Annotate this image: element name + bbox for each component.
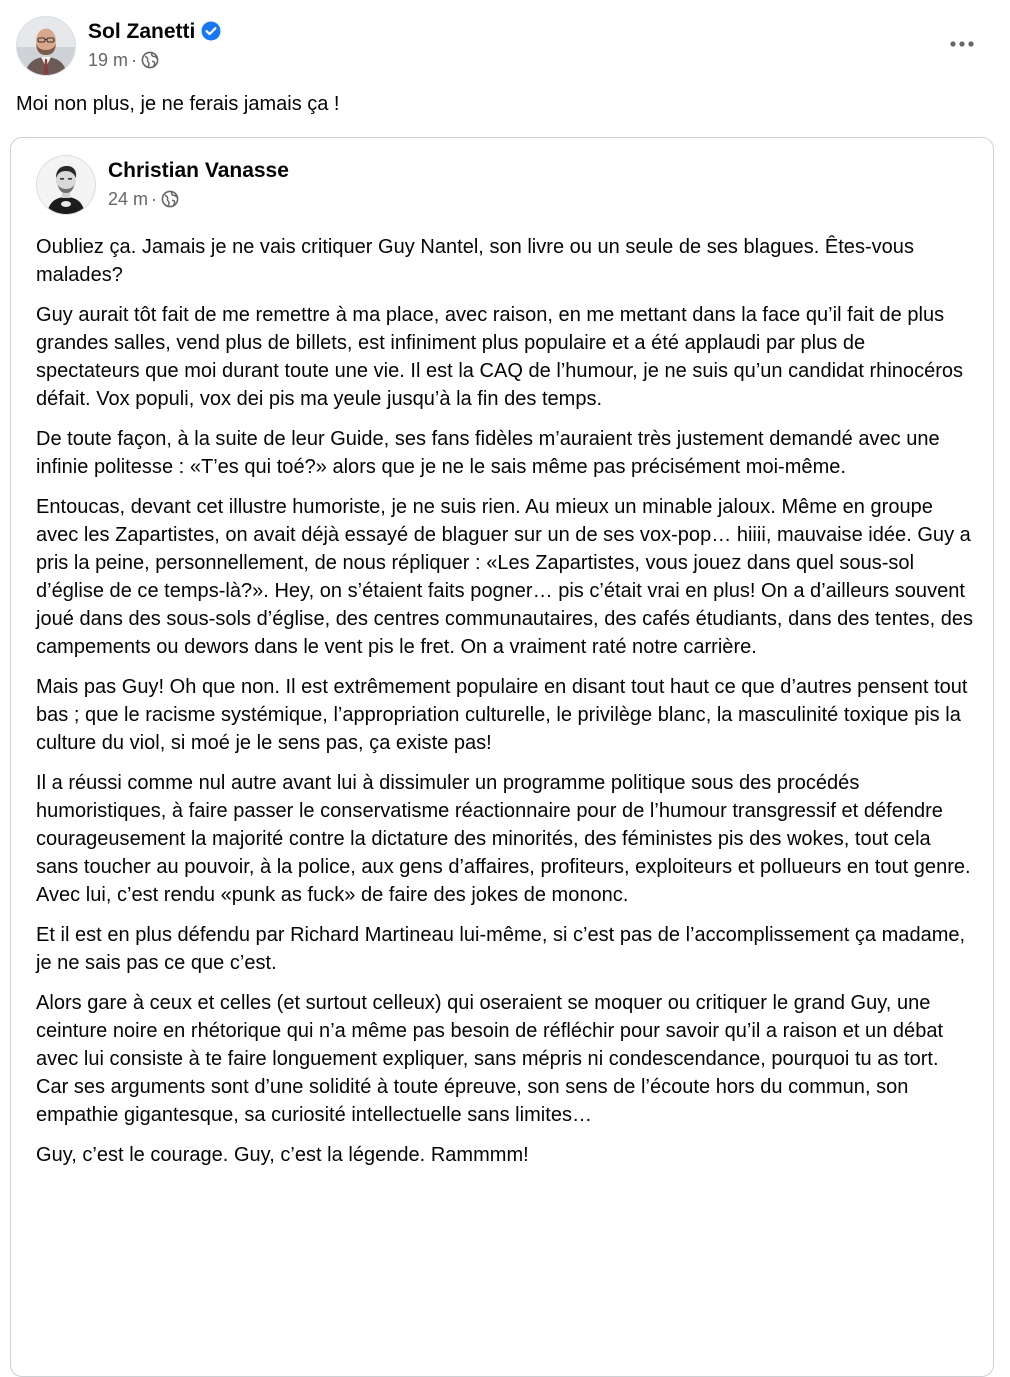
shared-post-card[interactable] xyxy=(10,137,994,1377)
author-name-text[interactable]: Sol Zanetti xyxy=(88,20,196,43)
author-name[interactable] xyxy=(88,19,221,45)
shared-paragraph: Entoucas, devant cet illustre humoriste, je ne suis rien. Au mieux un minable jaloux. Même en groupe avec les Zapartistes, on avait déjà essayé de blaguer sur un de ses vox-pop… hiiii, mauvaise idée. Guy a pris la peine, personnellement, de nous répliquer : «Les Zapartistes, vous jouez dans quel sous-sol d’église de ce temps-là?». Hey, on s’étaient faits pogner… pis c’était vrai en plus! On a d’ailleurs souvent joué dans des sous-sols d’église, des centres communautaires, des cafés étudiants, dans des tentes, des campements ou dewors dans le vent pis le fret. On a vraiment raté notre carrière. xyxy=(36,496,974,658)
shared-author-name[interactable]: Christian Vanasse xyxy=(108,159,289,182)
verified-badge-icon xyxy=(201,21,221,41)
shared-post-body xyxy=(36,233,974,1181)
shared-paragraph: De toute façon, à la suite de leur Guide, ses fans fidèles m’auraient très justement demandé avec une infinie politesse : «T’es qui toé?» alors que je ne le sais même pas précisément moi-même. xyxy=(36,428,940,478)
globe-icon[interactable] xyxy=(141,51,159,69)
globe-icon[interactable] xyxy=(161,190,179,208)
shared-post-header xyxy=(36,155,636,219)
post-meta xyxy=(88,49,159,71)
shared-paragraph: Mais pas Guy! Oh que non. Il est extrêmement populaire en disant tout haut ce que d’autres pensent tout bas ; que le racisme systémique, l’appropriation culturelle, le privilège blanc, la masculinité toxique pis la culture du viol, si moé je le sens pas, ça existe pas! xyxy=(36,676,968,754)
shared-author-avatar[interactable] xyxy=(36,155,96,215)
shared-paragraph: Guy, c’est le courage. Guy, c’est la légende. Rammmm! xyxy=(36,1144,529,1166)
shared-meta-separator: · xyxy=(151,189,158,209)
shared-paragraph: Il a réussi comme nul autre avant lui à dissimuler un programme politique sous des procédés humoristiques, à faire passer le conservatisme réactionnaire pour de l’humour transgressif et défendre courageusement la majorité contre la dictature des minorités, des féministes pis des wokes, tout cela sans toucher au pouvoir, à la police, aux gens d’affaires, profiteurs, exploiteurs et pollueurs en tout genre. Avec lui, c’est rendu «punk as fuck» de faire des jokes de mononc. xyxy=(36,772,971,906)
author-avatar[interactable] xyxy=(16,16,76,76)
shared-post-meta xyxy=(108,188,179,210)
post-message: Moi non plus, je ne ferais jamais ça ! xyxy=(16,93,340,115)
meta-separator: · xyxy=(131,50,138,70)
more-options-button[interactable] xyxy=(940,26,984,62)
post-header xyxy=(16,16,994,80)
shared-post-timestamp[interactable]: 24 m xyxy=(108,189,149,209)
post-timestamp[interactable]: 19 m xyxy=(88,50,129,70)
shared-paragraph: Guy aurait tôt fait de me remettre à ma place, avec raison, en me mettant dans la face qu’il fait de plus grandes salles, vend plus de billets, est infiniment plus populaire et a été applaudi par plus de spectateurs que moi durant toute une vie. Il est la CAQ de l’humour, je ne suis qu’un candidat rhinocéros défait. Vox populi, vox dei pis ma yeule jusqu’à la fin des temps. xyxy=(36,304,964,410)
more-options-icon xyxy=(949,40,975,48)
christian-vanasse-avatar-icon xyxy=(37,156,95,214)
shared-paragraph: Et il est en plus défendu par Richard Martineau lui-même, si c’est pas de l’accomplissement ça madame, je ne sais pas ce que c’est. xyxy=(36,924,966,974)
shared-paragraph: Alors gare à ceux et celles (et surtout celleux) qui oseraient se moquer ou critiquer le grand Guy, une ceinture noire en rhétorique qui n’a même pas besoin de réfléchir pour savoir qu’il a raison et un débat avec lui consiste à te faire longuement expliquer, sans mépris ni condescendance, pourquoi tu as tort. Car ses arguments sont d’une solidité à toute épreuve, son sens de l’écoute hors du commun, son empathie gigantesque, sa curiosité intellectuelle sans limites… xyxy=(36,992,944,1126)
shared-paragraph: Oubliez ça. Jamais je ne vais critiquer Guy Nantel, son livre ou un seule de ses blagues. Êtes-vous malades? xyxy=(36,236,914,286)
sol-zanetti-avatar-icon xyxy=(17,17,75,75)
